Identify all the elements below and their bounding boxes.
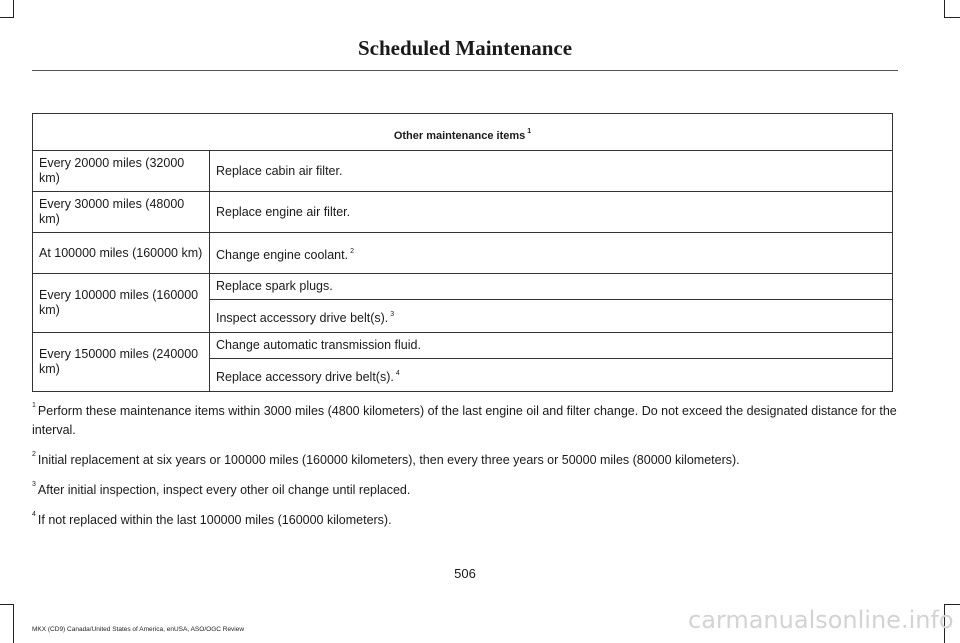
- table-row: [33, 233, 893, 274]
- footnote: [32, 445, 898, 470]
- footnote-mark: 4: [32, 511, 36, 518]
- table-header-row: [33, 114, 893, 151]
- footnote-mark: 1: [32, 402, 36, 409]
- task-cell: [210, 300, 893, 333]
- task-text: Replace spark plugs.: [216, 279, 333, 293]
- footnote-text: Initial replacement at six years or 100000 miles (160000 kilometers), then every three years or 50000 miles (80000 kilometers).: [37, 453, 740, 467]
- table-header-text: Other maintenance items: [393, 130, 526, 142]
- task-text: Change engine coolant.: [216, 247, 349, 262]
- interval-cell: Every 20000 miles (32000 km): [33, 151, 210, 192]
- table-row: [33, 274, 893, 300]
- crop-mark: [944, 17, 960, 18]
- footnote-text: After initial inspection, inspect every other oil change until replaced.: [37, 483, 411, 497]
- footnote: [32, 396, 898, 440]
- title-divider: [32, 70, 898, 71]
- task-text: Inspect accessory drive belt(s).: [216, 310, 389, 325]
- crop-mark: [944, 604, 960, 605]
- table-row: [33, 151, 893, 192]
- crop-mark: [944, 0, 945, 17]
- crop-mark: [0, 17, 14, 18]
- table-header: [33, 114, 893, 151]
- interval-cell: Every 150000 miles (240000 km): [33, 333, 210, 392]
- maintenance-table: [32, 113, 893, 392]
- table-row: [33, 192, 893, 233]
- watermark: carmanualsonline.info: [688, 606, 954, 634]
- task-cell: [210, 333, 893, 359]
- footnote-ref: 4: [395, 369, 400, 377]
- footnote-mark: 3: [32, 481, 36, 488]
- footnote-text: If not replaced within the last 100000 miles (160000 kilometers).: [37, 513, 392, 527]
- footnote-ref: 1: [527, 128, 532, 135]
- footnote-ref: 2: [350, 247, 354, 255]
- page-title: Scheduled Maintenance: [357, 36, 573, 60]
- task-text: Replace cabin air filter.: [216, 163, 343, 178]
- document-info: MKX (CD9) Canada/United States of America, enUSA, ASO/OGC Review: [32, 626, 245, 633]
- crop-mark: [0, 604, 14, 605]
- interval-cell: Every 100000 miles (160000 km): [33, 274, 210, 333]
- task-text: Change automatic transmission fluid.: [216, 338, 421, 352]
- table-row: [33, 333, 893, 359]
- page-number: 506: [454, 566, 476, 581]
- task-cell: [210, 274, 893, 300]
- footnote-ref: 3: [390, 310, 395, 318]
- crop-mark: [13, 0, 14, 17]
- footnote: [32, 505, 898, 530]
- crop-mark: [13, 604, 14, 643]
- task-text: Replace accessory drive belt(s).: [216, 369, 394, 384]
- interval-cell: At 100000 miles (160000 km): [33, 233, 210, 274]
- footnote: [32, 475, 898, 500]
- footnotes: [32, 396, 898, 535]
- task-cell: [210, 233, 893, 274]
- footnote-mark: 2: [32, 451, 36, 458]
- footnote-text: Perform these maintenance items within 3000 miles (4800 kilometers) of the last engine oil and filter change. Do not exceed the designated distance for the interval.: [32, 404, 897, 437]
- task-text: Replace engine air filter.: [216, 204, 351, 219]
- interval-cell: Every 30000 miles (48000 km): [33, 192, 210, 233]
- task-cell: [210, 359, 893, 392]
- task-cell: [210, 192, 893, 233]
- task-cell: [210, 151, 893, 192]
